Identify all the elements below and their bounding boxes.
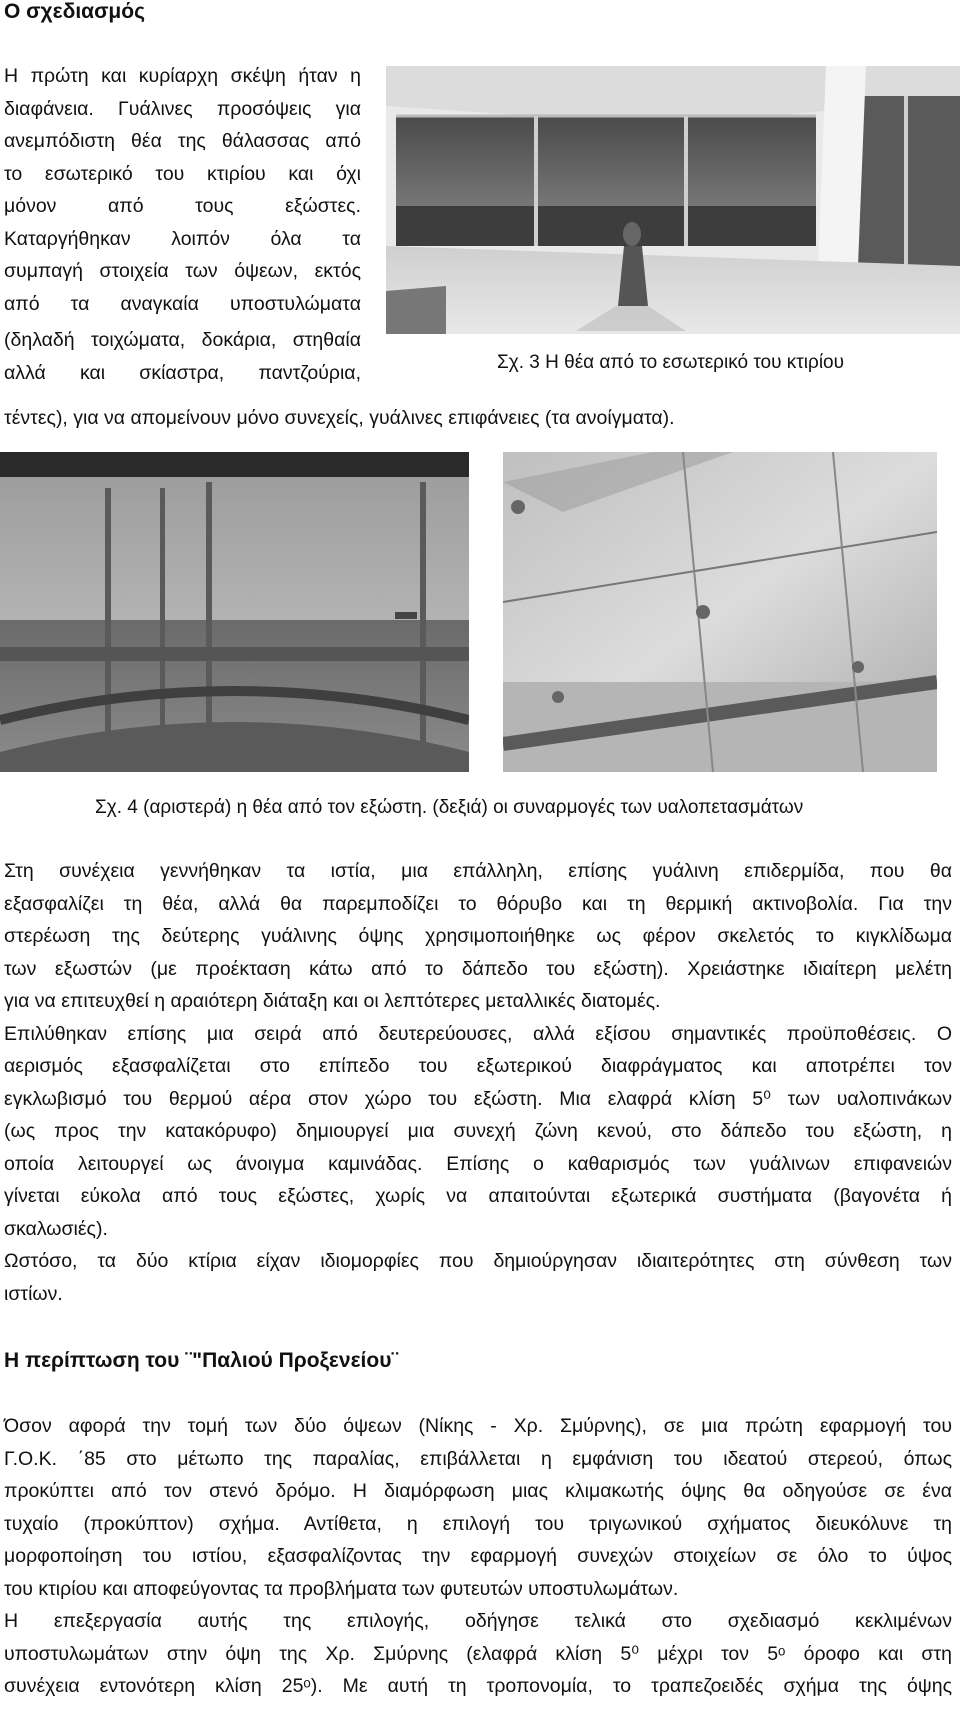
text-line: ιστίων.	[4, 1282, 63, 1305]
case-heading: Η περίπτωση του ¨"Παλιού Προξενείου¨	[4, 1349, 399, 1372]
text-line: εγκλωβισμό του θερμού αέρα στον χώρο του εξώστη. Μια ελαφρά κλίση 5⁰ των υαλοπινάκων	[4, 1087, 952, 1110]
body-paragraph-2	[4, 1410, 952, 1703]
text-line: των εξωστών (με προέκταση κάτω από το δάπεδο του εξώστη). Χρειάστηκε ιδιαίτερη μελέτη	[4, 957, 952, 980]
section-heading: Ο σχεδιασμός	[4, 0, 146, 23]
text-line: Στη συνέχεια γεννήθηκαν τα ιστία, μια επάλληλη, επίσης γυάλινη επιδερμίδα, που θα	[4, 860, 952, 882]
text-line: Επιλύθηκαν επίσης μια σειρά από δευτερεύουσες, αλλά εξίσου σημαντικές προϋποθέσεις. Ο	[4, 1022, 952, 1045]
text-line: αερισμός εξασφαλίζεται στο επίπεδο του εξωτερικού διαφράγματος και αποτρέπει τον	[4, 1055, 952, 1077]
text-line: στερέωση της δεύτερης γυάλινης όψης χρησιμοποιήθηκε ως φέρον σκελετός το κιγκλίδωμα	[4, 925, 952, 947]
text-line: το εσωτερικό του κτιρίου και όχι	[4, 162, 361, 185]
intro-paragraph	[4, 60, 361, 389]
text-line: Η επεξεργασία αυτής της επιλογής, οδήγησε τελικά στο σχεδιασμό κεκλιμένων	[4, 1610, 952, 1632]
text-line: Καταργήθηκαν λοιπόν όλα τα	[4, 227, 361, 250]
text-line: μορφοποίηση του ιστίου, εξασφαλίζοντας την εφαρμογή συνεχών στοιχείων σε όλο το ύψος	[4, 1545, 952, 1567]
text-line: τυχαίο (προκύπτον) σχήμα. Αντίθετα, η επιλογή του τριγωνικού σχήματος διευκόλυνε τη	[4, 1512, 952, 1535]
text-line: του κτιρίου και αποφεύγοντας τα προβλήματα των φυτευτών υποστυλωμάτων.	[4, 1577, 679, 1600]
figure-3-caption: Σχ. 3 Η θέα από το εσωτερικό του κτιρίου	[497, 352, 845, 373]
text-line: Ωστόσο, τα δύο κτίρια είχαν ιδιομορφίες που δημιούργησαν ιδιαιτερότητες στη σύνθεση των	[4, 1250, 952, 1272]
text-line: αλλά και σκίαστρα, παντζούρια,	[4, 361, 361, 384]
text-line: υποστυλωμάτων στην όψη της Χρ. Σμύρνης (ελαφρά κλίση 5⁰ μέχρι τον 5ᵒ όροφο και στη	[4, 1642, 952, 1665]
body-paragraph-1	[4, 855, 952, 1310]
text-line: για να επιτευχθεί η αραιότερη διάταξη και οι λεπτότερες μεταλλικές διατομές.	[4, 990, 661, 1012]
text-line: μόνον από τους εξώστες.	[4, 195, 361, 217]
text-line: ανεμπόδιστη θέα της θάλασσας από	[4, 130, 361, 152]
text-line: διαφάνεια. Γυάλινες προσόψεις για	[4, 97, 361, 120]
text-line: Όσον αφορά την τομή των δύο όψεων (Νίκης - Χρ. Σμύρνης), σε μια πρώτη εφαρμογή του	[4, 1415, 952, 1437]
intro-last-line: τέντες), για να απομείνουν μόνο συνεχείς, γυάλινες επιφάνειες (τα ανοίγματα).	[4, 407, 675, 429]
text-line: σκαλωσιές).	[4, 1217, 108, 1240]
text-line: εξασφαλίζει τη θέα, αλλά θα παρεμποδίζει το θόρυβο και τη θερμική ακτινοβολία. Για την	[4, 892, 952, 915]
text-line: Η πρώτη και κυρίαρχη σκέψη ήταν η	[4, 65, 361, 87]
text-line: οποία λειτουργεί ως άνοιγμα καμινάδας. Επίσης ο καθαρισμός των γυάλινων επιφανειών	[4, 1152, 952, 1175]
text-line: προκύπτει από τον στενό δρόμο. Η διαμόρφωση μιας κλιμακωτής όψης θα οδηγούσε σε ένα	[4, 1480, 952, 1502]
text-line: συμπαγή στοιχεία των όψεων, εκτός	[4, 260, 361, 282]
text-line: (ως προς την κατακόρυφο) δημιουργεί μια συνεχή ζώνη κενού, στο δάπεδο του εξώστη, η	[4, 1120, 952, 1142]
glass-joints-photo	[503, 452, 937, 772]
figure-4-caption: Σχ. 4 (αριστερά) η θέα από τον εξώστη. (δεξιά) οι συναρμογές των υαλοπετασμάτων	[95, 797, 804, 818]
balcony-sea-view-photo	[0, 452, 469, 772]
text-line: (δηλαδή τοιχώματα, δοκάρια, στηθαία	[4, 329, 361, 351]
text-line: γίνεται εύκολα από τους εξώστες, χωρίς να απαιτούνται εξωτερικά συστήματα (βαγονέτα ή	[4, 1185, 952, 1207]
text-line: από τα αναγκαία υποστυλώματα	[4, 292, 361, 315]
text-line: Γ.Ο.Κ. ΄85 στο μέτωπο της παραλίας, επιβάλλεται η εμφάνιση του ιδεατού στερεού, όπως	[4, 1447, 952, 1470]
text-line: συνέχεια εντονότερη κλίση 25ᵒ). Με αυτή τη τροπονομία, το τραπεζοειδές σχήμα της όψης	[4, 1675, 952, 1697]
interior-view-photo	[386, 66, 960, 334]
